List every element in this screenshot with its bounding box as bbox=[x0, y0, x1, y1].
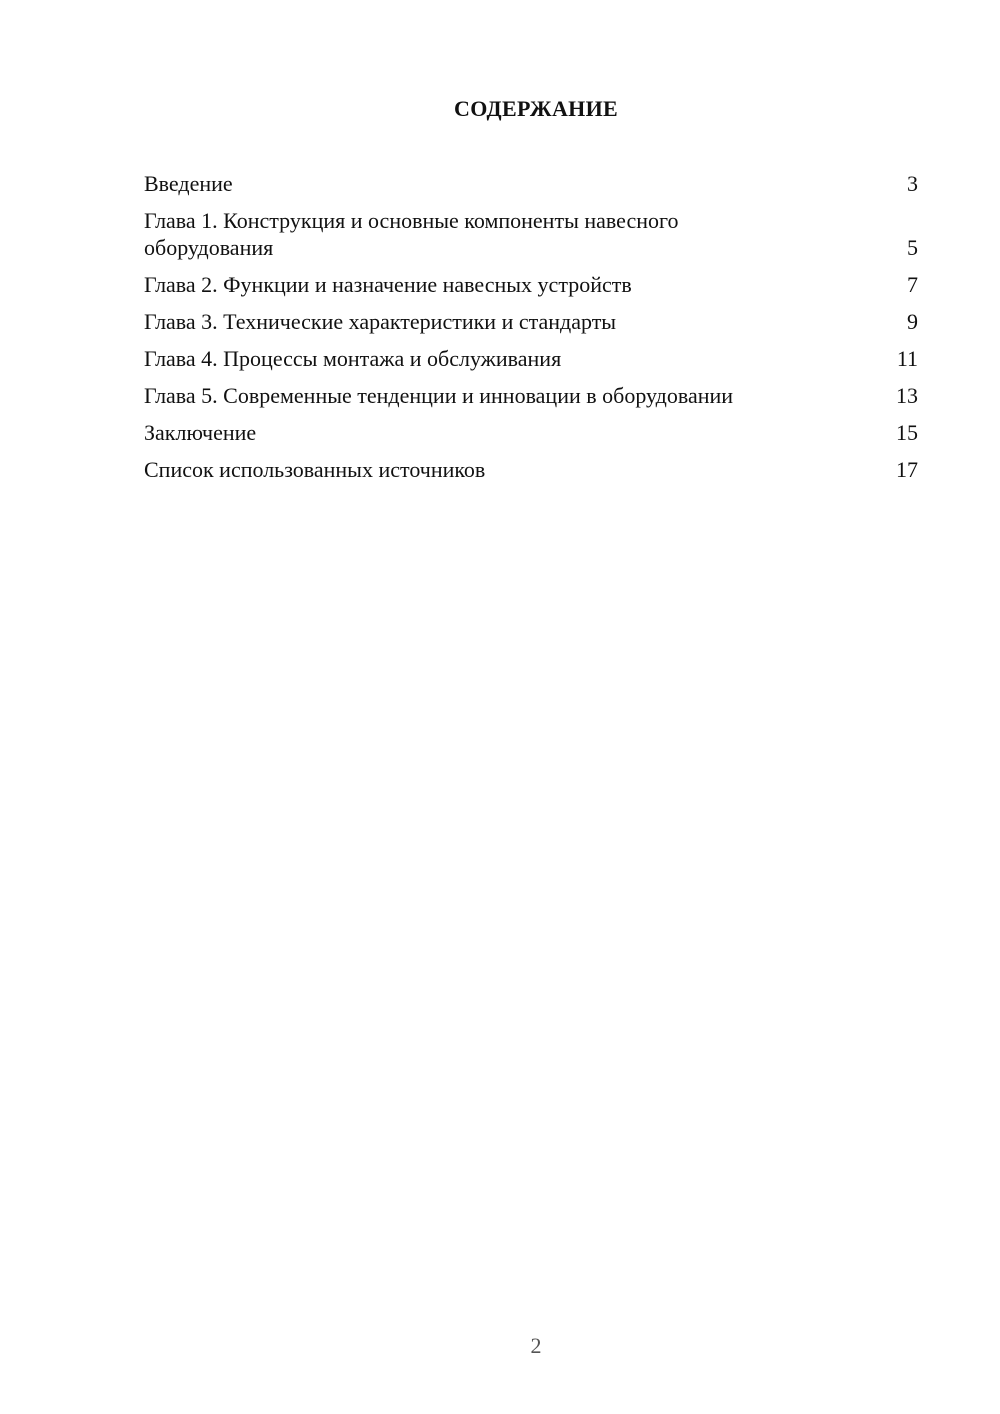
toc-entry-label: Заключение bbox=[144, 420, 257, 445]
toc-entry bbox=[144, 207, 918, 261]
toc-entry-page: 13 bbox=[896, 383, 918, 408]
toc-entry bbox=[144, 345, 918, 372]
toc-entry-page: 11 bbox=[896, 346, 918, 371]
toc-entry-page: 7 bbox=[907, 272, 918, 297]
toc-entry bbox=[144, 382, 918, 409]
table-of-contents bbox=[144, 170, 918, 493]
toc-entry bbox=[144, 170, 918, 197]
toc-entry bbox=[144, 419, 918, 446]
toc-entry-label: Глава 5. Современные тенденции и инновации в оборудовании bbox=[144, 383, 734, 408]
toc-entry-label: Глава 3. Технические характеристики и стандарты bbox=[144, 309, 617, 334]
toc-entry-label: Глава 4. Процессы монтажа и обслуживания bbox=[144, 346, 562, 371]
page-title: СОДЕРЖАНИЕ bbox=[454, 96, 618, 121]
toc-entry-label: Глава 2. Функции и назначение навесных устройств bbox=[144, 272, 632, 297]
toc-entry-page: 3 bbox=[907, 171, 918, 196]
toc-entry-label: Список использованных источников bbox=[144, 457, 486, 482]
toc-entry-label: Введение bbox=[144, 171, 233, 196]
toc-entry bbox=[144, 308, 918, 335]
toc-entry-label: Глава 1. Конструкция и основные компоненты навесного оборудования bbox=[144, 208, 679, 260]
toc-entry-page: 17 bbox=[896, 457, 918, 482]
toc-entry-page: 5 bbox=[907, 235, 918, 260]
toc-entry-page: 9 bbox=[907, 309, 918, 334]
toc-entry bbox=[144, 456, 918, 483]
page-number: 2 bbox=[530, 1333, 542, 1358]
toc-entry bbox=[144, 271, 918, 298]
toc-entry-page: 15 bbox=[896, 420, 918, 445]
